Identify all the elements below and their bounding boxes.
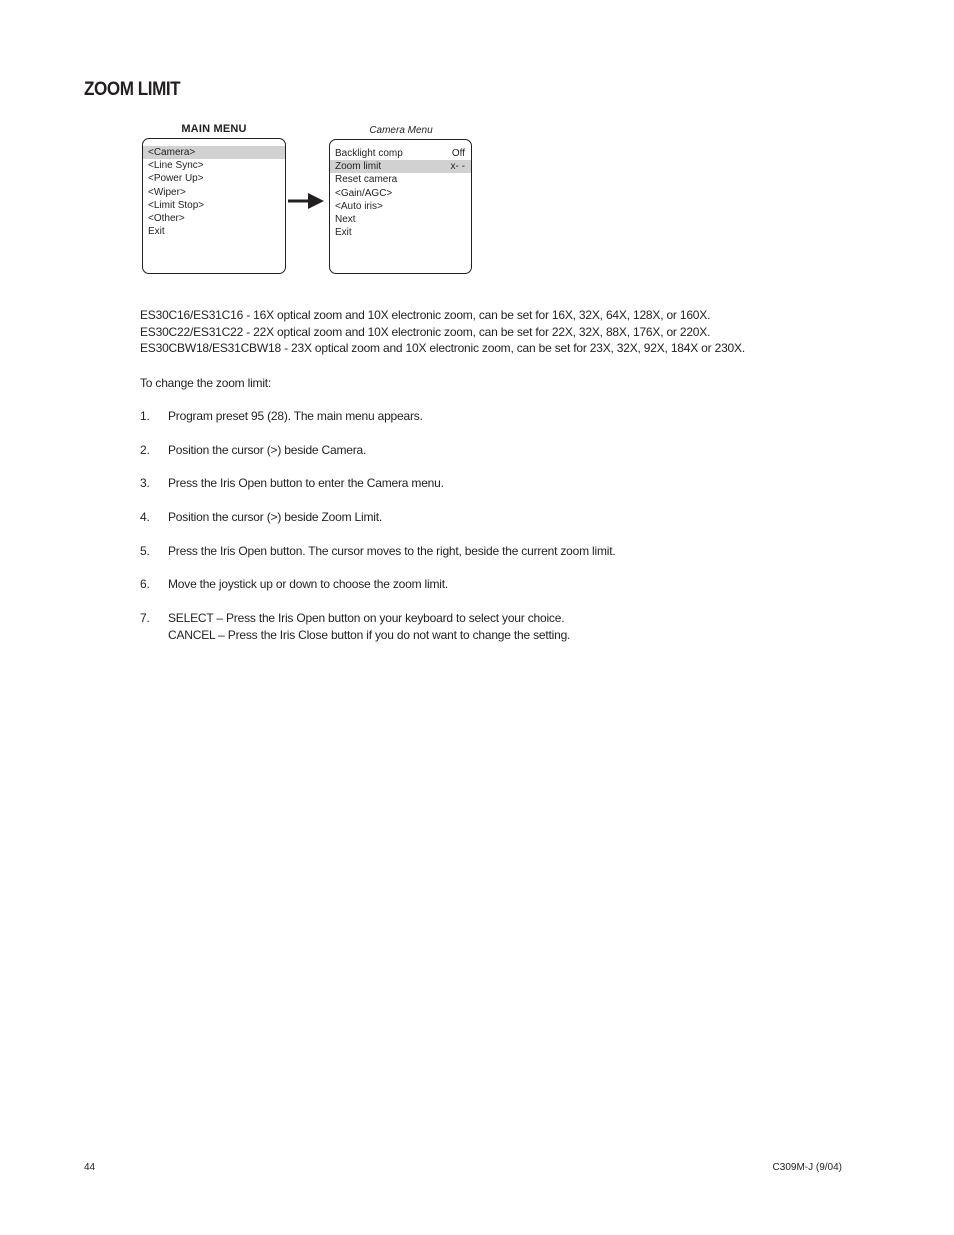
main-menu-list bbox=[143, 146, 285, 238]
camera-menu-item bbox=[330, 187, 471, 200]
main-menu-item-label: <Camera> bbox=[148, 147, 196, 158]
step-text-line: Press the Iris Open button to enter the Camera menu. bbox=[168, 476, 444, 491]
step-text bbox=[168, 576, 448, 593]
camera-menu-item bbox=[330, 213, 471, 226]
camera-menu-item bbox=[330, 147, 471, 160]
spec-line: ES30C16/ES31C16 - 16X optical zoom and 10X electronic zoom, can be set for 16X, 32X, 64X, 128X, or 160X. bbox=[140, 308, 711, 322]
step-text-line: CANCEL – Press the Iris Close button if you do not want to change the setting. bbox=[168, 627, 571, 642]
camera-menu-item-label: Zoom limit bbox=[335, 161, 382, 173]
camera-menu-item bbox=[330, 200, 471, 213]
main-menu-item-label: <Other> bbox=[148, 212, 185, 224]
step-text-line: Position the cursor (>) beside Zoom Limit. bbox=[168, 510, 383, 525]
main-menu-item bbox=[143, 212, 285, 225]
main-menu-item bbox=[143, 172, 285, 185]
camera-menu-item-label: Backlight comp bbox=[335, 148, 403, 159]
step-number: 2. bbox=[140, 442, 150, 457]
step-number: 4. bbox=[140, 510, 150, 525]
camera-menu-item-label: Next bbox=[335, 213, 356, 225]
step-text-line: Position the cursor (>) beside Camera. bbox=[168, 442, 367, 457]
camera-menu-item-value: x- - bbox=[450, 161, 465, 173]
step-text bbox=[168, 408, 423, 425]
step-number: 1. bbox=[140, 409, 150, 423]
spec-line: ES30C22/ES31C22 - 22X optical zoom and 10X electronic zoom, can be set for 22X, 32X, 88X, 176X, or 220X. bbox=[140, 324, 711, 339]
intro-text: To change the zoom limit: bbox=[140, 376, 272, 390]
main-menu-item bbox=[143, 186, 285, 199]
model-specs bbox=[140, 307, 745, 357]
step-text-line: SELECT – Press the Iris Open button on your keyboard to select your choice. bbox=[168, 611, 565, 626]
camera-menu-item-label: Reset camera bbox=[335, 174, 398, 186]
step-text bbox=[168, 543, 616, 560]
camera-menu-item bbox=[330, 226, 471, 239]
camera-menu-list bbox=[330, 147, 471, 239]
main-menu-caption: MAIN MENU bbox=[181, 123, 247, 135]
camera-menu-caption: Camera Menu bbox=[369, 125, 433, 136]
main-menu-item-label: <Wiper> bbox=[148, 186, 186, 198]
step-text-line: Move the joystick up or down to choose the zoom limit. bbox=[168, 577, 449, 592]
spec-line: ES30CBW18/ES31CBW18 - 23X optical zoom and 10X electronic zoom, can be set for 23X, 32X, 92X, 184X or 230X. bbox=[140, 341, 745, 355]
step-text bbox=[168, 610, 570, 643]
main-menu-item-label: Exit bbox=[148, 226, 165, 238]
step-text-line: Press the Iris Open button. The cursor moves to the right, beside the current zoom limit. bbox=[168, 543, 616, 558]
step-number: 3. bbox=[140, 476, 150, 491]
main-menu-item-label: <Limit Stop> bbox=[148, 199, 205, 211]
main-menu-item-label: <Power Up> bbox=[148, 173, 204, 185]
camera-menu-item-label: Exit bbox=[335, 227, 352, 239]
main-menu-item bbox=[143, 146, 285, 159]
main-menu-box bbox=[142, 138, 286, 274]
camera-menu-box bbox=[329, 139, 472, 274]
page-number: 44 bbox=[84, 1162, 96, 1173]
main-menu-item-label: <Line Sync> bbox=[148, 160, 204, 172]
right-arrow-icon bbox=[288, 192, 326, 210]
step-number: 5. bbox=[140, 543, 150, 558]
step-number: 7. bbox=[140, 611, 150, 626]
step-text bbox=[168, 442, 366, 459]
camera-menu-item-label: <Auto iris> bbox=[335, 200, 383, 212]
page-title: ZOOM LIMIT bbox=[84, 79, 181, 100]
camera-menu-item-label: <Gain/AGC> bbox=[335, 187, 393, 199]
main-menu-item bbox=[143, 159, 285, 172]
camera-menu-item bbox=[330, 160, 471, 173]
main-menu-item bbox=[143, 225, 285, 238]
main-menu-item bbox=[143, 199, 285, 212]
step-number: 6. bbox=[140, 577, 150, 592]
document-code: C309M-J (9/04) bbox=[772, 1162, 842, 1173]
camera-menu-item bbox=[330, 173, 471, 186]
step-text-line: Program preset 95 (28). The main menu appears. bbox=[168, 409, 423, 423]
camera-menu-item-value: Off bbox=[451, 148, 465, 159]
step-text bbox=[168, 475, 444, 492]
step-text bbox=[168, 509, 382, 526]
